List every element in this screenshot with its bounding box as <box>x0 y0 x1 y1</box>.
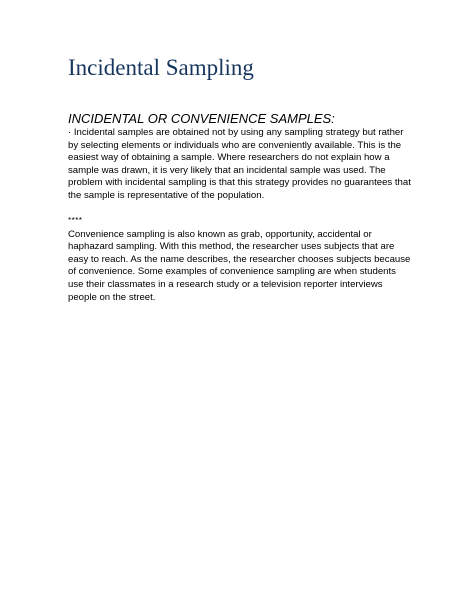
section-heading: INCIDENTAL OR CONVENIENCE SAMPLES: <box>68 111 335 126</box>
paragraph-incidental-samples: · Incidental samples are obtained not by using any sampling strategy but rather by selecting elements or individuals who are conveniently available. This is the easiest way of obtaining a sample. Where researchers do not explain how a sample was drawn, it is very likely that an incidental sample was used. The problem with incidental sampling is that this strategy provides no guarantees that the sample is representative of the population. <box>68 127 411 201</box>
section-separator: **** <box>68 215 83 225</box>
paragraph-convenience-sampling: Convenience sampling is also known as grab, opportunity, accidental or haphazard sampling. With this method, the researcher uses subjects that are easy to reach. As the name describes, the researcher chooses subjects because of convenience. Some examples of convenience sampling are when students use their classmates in a research study or a television reporter interviews people on the street. <box>68 228 411 303</box>
document-title: Incidental Sampling <box>68 55 254 80</box>
document-body <box>68 110 413 304</box>
